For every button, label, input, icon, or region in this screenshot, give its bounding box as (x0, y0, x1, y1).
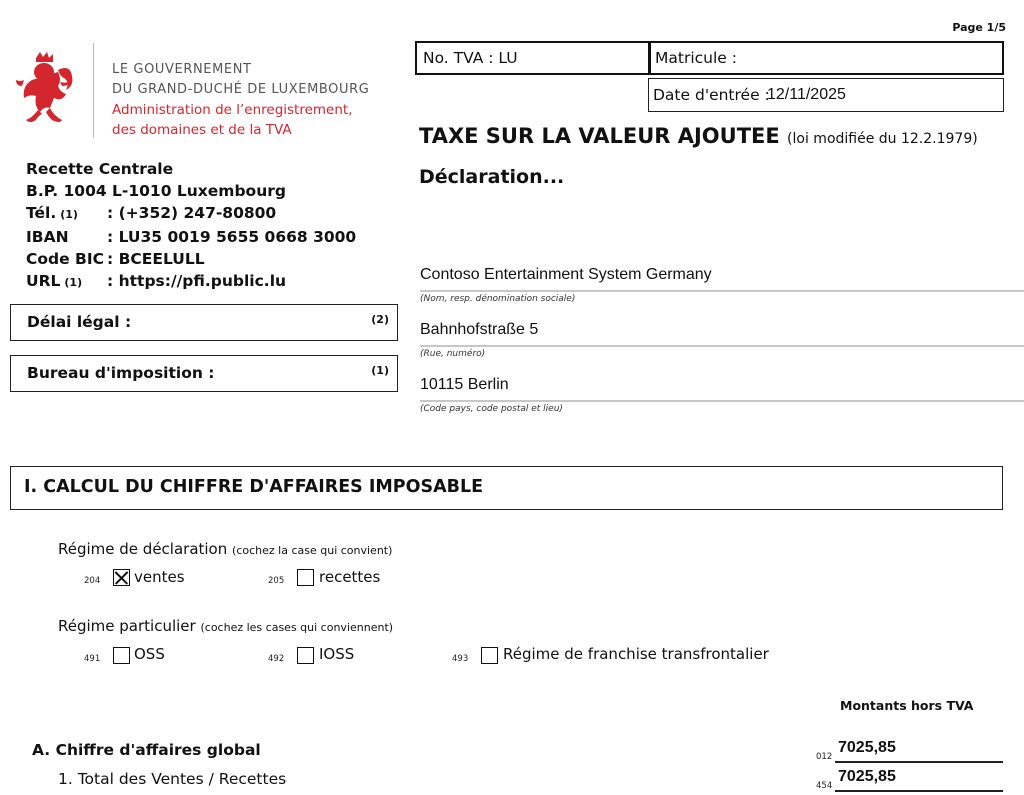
taxpayer-street-caption: (Rue, numéro) (420, 349, 486, 359)
ventes-label: ventes (134, 568, 185, 586)
office-info (26, 158, 356, 294)
delai-label: Délai légal : (27, 313, 132, 331)
tva-matricule-box (415, 41, 1004, 75)
ioss-checkbox[interactable] (297, 647, 314, 664)
row-a-amount[interactable]: 7025,85 (838, 739, 896, 756)
tel-label: Tél. (26, 204, 57, 222)
taxpayer-street-field[interactable]: Bahnhofstraße 5 (420, 321, 539, 338)
tel-value: : (+352) 247-80800 (107, 204, 277, 222)
luxembourg-lion-logo-icon (14, 50, 78, 128)
ioss-label: IOSS (319, 645, 355, 663)
office-address: B.P. 1004 L-1010 Luxembourg (26, 182, 286, 200)
taxpayer-city-underline (420, 400, 1024, 402)
url-value[interactable]: : https://pfi.public.lu (107, 272, 287, 290)
form-title (419, 124, 978, 148)
taxpayer-city-caption: (Code pays, code postal et lieu) (420, 404, 563, 414)
form-title-main: TAXE SUR LA VALEUR AJOUTEE (419, 124, 780, 148)
taxpayer-city-block (420, 376, 1024, 414)
code-492: 492 (268, 654, 285, 664)
logo-divider (93, 43, 94, 138)
url-note: (1) (64, 276, 83, 289)
regime-particulier-hint: (cochez les cases qui conviennent) (200, 621, 394, 634)
row-1-amount[interactable]: 7025,85 (838, 768, 896, 785)
regime-declaration-hint: (cochez la case qui convient) (232, 544, 393, 557)
tva-number-field[interactable]: No. TVA : LU (423, 49, 518, 67)
row-a-underline (835, 761, 1003, 763)
taxpayer-city-field[interactable]: 10115 Berlin (420, 376, 509, 393)
taxpayer-street-block (420, 321, 1024, 359)
row-1-label: 1. Total des Ventes / Recettes (58, 770, 287, 788)
url-label: URL (26, 272, 61, 290)
taxpayer-street-underline (420, 345, 1024, 347)
section-1-title: I. CALCUL DU CHIFFRE D'AFFAIRES IMPOSABLE (24, 477, 484, 497)
taxpayer-name-field[interactable]: Contoso Entertainment System Germany (420, 266, 712, 283)
iban-value: : LU35 0019 5655 0668 3000 (107, 228, 357, 246)
gov-line-2: DU GRAND-DUCHÉ DE LUXEMBOURG (112, 82, 370, 97)
office-name: Recette Centrale (26, 160, 174, 178)
delai-note: (2) (371, 313, 389, 326)
recettes-label: recettes (319, 568, 381, 586)
bureau-imposition-field[interactable] (10, 355, 398, 392)
oss-checkbox[interactable] (113, 647, 130, 664)
amounts-column-header: Montants hors TVA (840, 698, 974, 713)
code-204: 204 (84, 576, 101, 586)
admin-line-2: des domaines et de la TVA (112, 122, 292, 138)
code-454: 454 (816, 781, 833, 791)
code-012: 012 (816, 752, 833, 762)
page-number: Page 1/5 (952, 21, 1006, 34)
iban-label: IBAN (26, 228, 69, 246)
taxpayer-name-underline (420, 290, 1024, 292)
oss-label: OSS (134, 645, 165, 663)
ventes-checkbox[interactable] (113, 569, 130, 586)
code-493: 493 (452, 654, 469, 664)
date-entree-box[interactable] (648, 78, 1004, 112)
government-heading (112, 60, 369, 140)
gov-line-1: LE GOUVERNEMENT (112, 62, 252, 77)
tva-box-divider (648, 43, 651, 73)
taxpayer-name-caption: (Nom, resp. dénomination sociale) (420, 294, 576, 304)
bureau-label: Bureau d'imposition : (27, 364, 215, 382)
regime-declaration-title (58, 540, 392, 558)
row-a-label: A. Chiffre d'affaires global (32, 741, 261, 759)
franchise-label: Régime de franchise transfrontalier (503, 645, 769, 663)
bic-label: Code BIC (26, 250, 104, 268)
date-entree-label: Date d'entrée : (653, 86, 770, 104)
franchise-checkbox[interactable] (481, 647, 498, 664)
code-205: 205 (268, 576, 285, 586)
date-entree-value[interactable]: 12/11/2025 (767, 86, 846, 103)
bureau-note: (1) (371, 364, 389, 377)
tel-note: (1) (60, 208, 78, 221)
row-1-underline (835, 790, 1003, 792)
recettes-checkbox[interactable] (297, 569, 314, 586)
admin-line-1: Administration de l’enregistrement, (112, 102, 353, 118)
delai-legal-field[interactable] (10, 304, 398, 341)
matricule-field[interactable]: Matricule : (655, 49, 737, 67)
regime-declaration-label: Régime de déclaration (58, 540, 228, 558)
code-491: 491 (84, 654, 101, 664)
form-title-sub: (loi modifiée du 12.2.1979) (787, 131, 978, 147)
section-1-header (10, 466, 1003, 510)
taxpayer-name-block (420, 266, 1024, 304)
bic-value: : BCEELULL (107, 250, 205, 268)
regime-particulier-title (58, 617, 393, 635)
regime-particulier-label: Régime particulier (58, 617, 196, 635)
declaration-heading: Déclaration... (419, 166, 565, 188)
